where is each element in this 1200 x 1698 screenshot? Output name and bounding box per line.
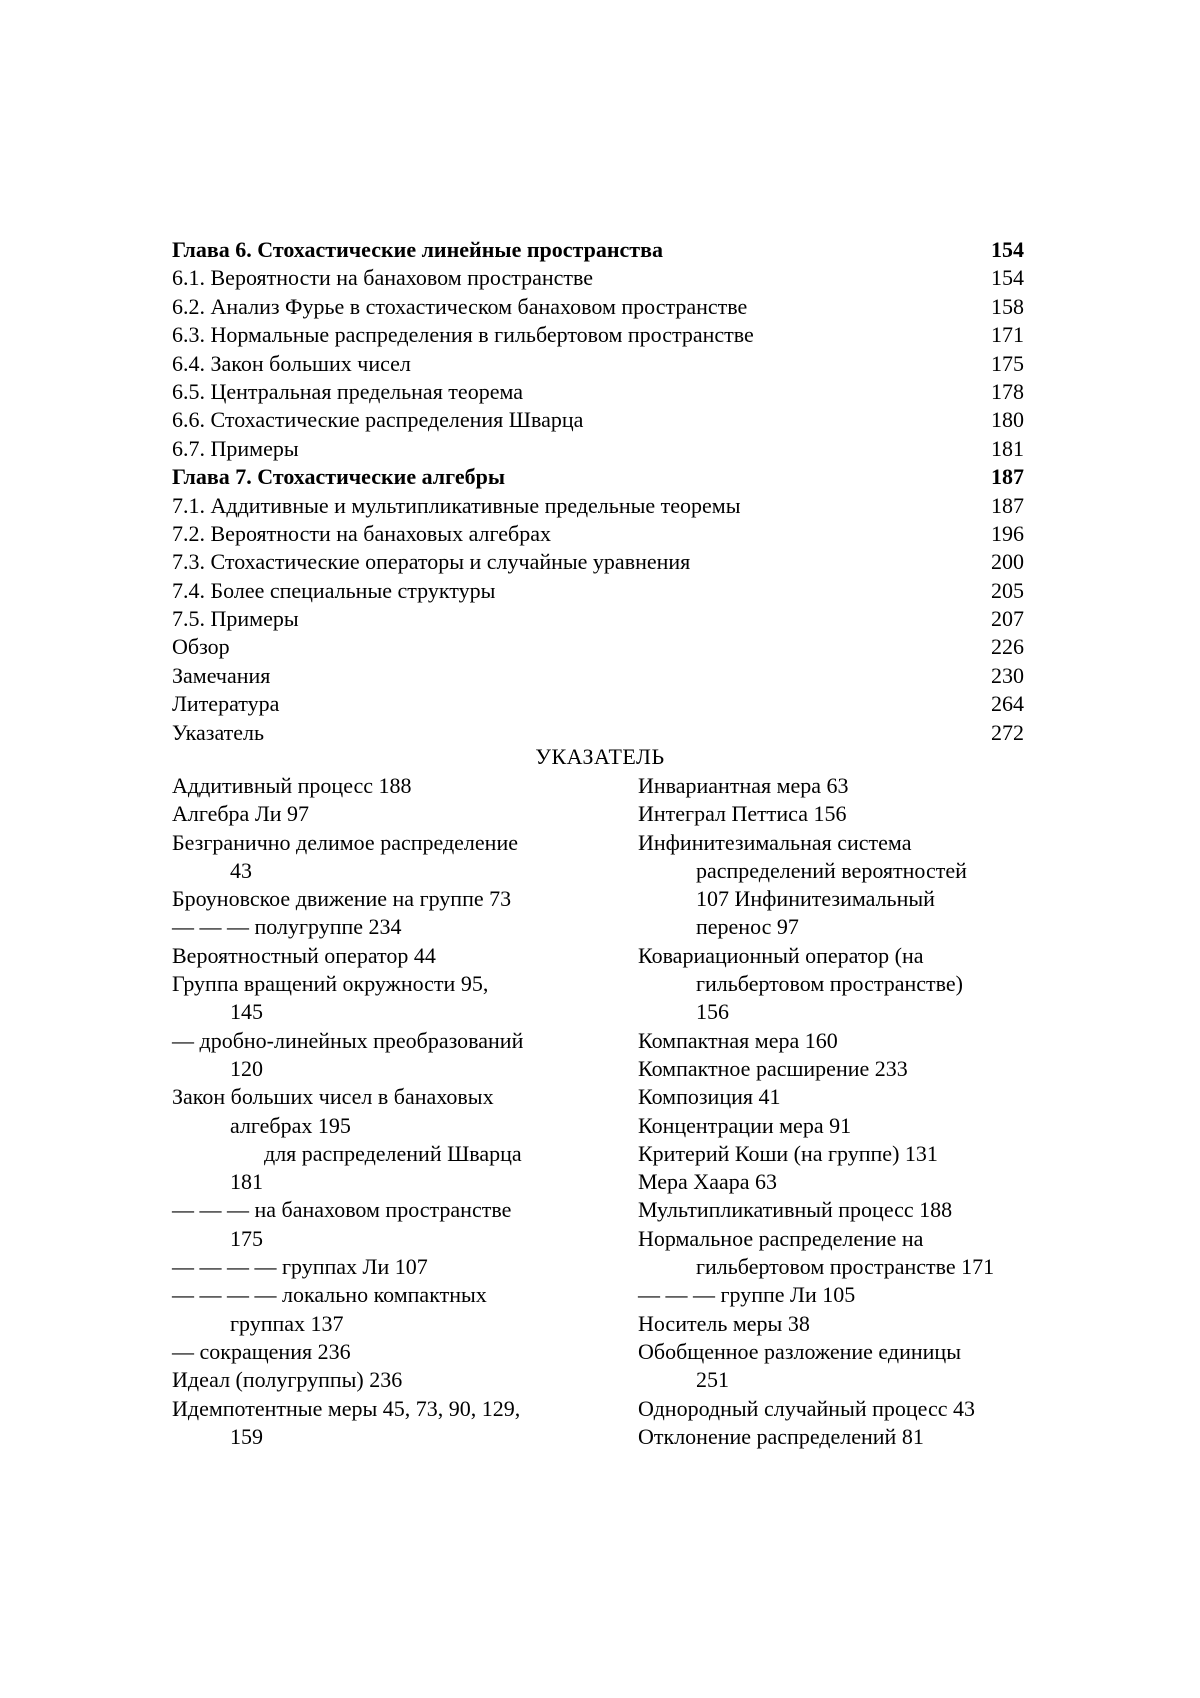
toc-section-row [172,264,1024,292]
index-entry: — дробно-линейных преобразований [172,1027,524,1053]
toc-entry-page: 196 [991,520,1024,546]
index-entry: Интеграл Петтиса 156 [638,801,847,827]
toc-chapter-row [172,463,1024,491]
toc-entry-page: 171 [991,322,1024,348]
toc-entry-page: 180 [991,407,1024,433]
toc-section-row [172,406,1024,434]
index-entry: — — — полугруппе 234 [172,914,402,940]
index-entry: Обобщенное разложение единицы [638,1338,961,1364]
toc-entry-page: 205 [991,577,1024,603]
toc-section-row [172,520,1024,548]
index-entry: Однородный случайный процесс 43 [638,1395,976,1421]
toc-entry-page: 264 [991,691,1024,717]
toc-chapter-row [172,236,1024,264]
toc-entry-page: 207 [991,606,1024,632]
index-entry: Алгебра Ли 97 [172,801,310,827]
index-entry: гильбертовом пространстве 171 [696,1254,995,1280]
toc-entry-title: 6.1. Вероятности на банаховом пространстве [172,265,594,291]
toc-entry-title: 6.3. Нормальные распределения в гильбертовом пространстве [172,322,754,348]
toc-entry-page: 272 [991,719,1024,745]
index-entry: группах 137 [230,1310,344,1336]
index-entry: Критерий Коши (на группе) 131 [638,1140,938,1166]
toc-entry-title: Указатель [172,719,265,745]
toc-entry-page: 158 [991,293,1024,319]
toc-entry-page: 181 [991,435,1024,461]
toc-entry-page: 187 [991,492,1024,518]
index-entry: распределений вероятностей [696,857,967,883]
toc-entry-page: 154 [991,265,1024,291]
index-entry: Нормальное распределение на [638,1225,924,1251]
index-entry: Броуновское движение на группе 73 [172,886,512,912]
index-entry: 251 [696,1367,729,1393]
toc-section-row [172,435,1024,463]
index-entry: — — — группе Ли 105 [638,1282,856,1308]
index-entry: — сокращения 236 [172,1338,351,1364]
index-entry: 43 [230,857,252,883]
toc-section-row [172,378,1024,406]
index-entry: 175 [230,1225,263,1251]
index-entry: Мера Хаара 63 [638,1169,777,1195]
toc-entry-title: 7.4. Более специальные структуры [172,577,496,603]
toc-section-row [172,293,1024,321]
toc-entry-title: Глава 6. Стохастические линейные пространства [172,237,663,262]
toc-entry-page: 200 [991,549,1024,575]
index-entry: — — — на банаховом пространстве [172,1197,512,1223]
toc-entry-title: 7.5. Примеры [172,606,299,632]
index-entry: 181 [230,1169,263,1195]
toc-entry-page: 226 [991,634,1024,660]
toc-entry-title: 6.5. Центральная предельная теорема [172,378,523,404]
table-of-contents [172,236,1024,747]
toc-entry-page: 154 [991,237,1024,262]
toc-section-row [172,577,1024,605]
toc-section-row [172,492,1024,520]
toc-entry-page: 230 [991,662,1024,688]
index-entry: Группа вращений окружности 95, [172,971,489,997]
index-column-left [172,772,612,1451]
index-entry: Безгранично делимое распределение [172,829,518,855]
index-entry: алгебрах 195 [230,1112,351,1138]
index-entry: перенос 97 [696,914,799,940]
index-entry: Инфинитезимальная система [638,829,912,855]
index-column-right [638,772,1038,1451]
index-entry: — — — — локально компактных [172,1282,487,1308]
toc-entry-title: 6.6. Стохастические распределения Шварца [172,407,584,433]
index-entry: Компактное расширение 233 [638,1055,908,1081]
toc-entry-page: 187 [991,464,1024,490]
index-entry: гильбертовом пространстве) [696,971,963,997]
toc-entry-page: 175 [991,350,1024,376]
index-entry: для распределений Шварца [264,1140,522,1166]
toc-entry-title: 7.3. Стохастические операторы и случайные уравнения [172,549,691,575]
toc-entry-title: Обзор [172,634,230,660]
toc-section-row [172,350,1024,378]
toc-entry-title: 6.7. Примеры [172,435,299,461]
index-entry: Аддитивный процесс 188 [172,773,412,798]
index-entry: Вероятностный оператор 44 [172,942,436,968]
toc-section-row [172,633,1024,661]
index-entry: 156 [696,999,729,1025]
index-entry: Идеал (полугруппы) 236 [172,1367,403,1393]
toc-entry-title: Замечания [172,662,271,688]
index-entry: Отклонение распределений 81 [638,1423,924,1449]
index-entry: Ковариационный оператор (на [638,942,924,968]
index-entry: Мультипликативный процесс 188 [638,1197,953,1223]
toc-section-row [172,605,1024,633]
toc-section-row [172,321,1024,349]
index-heading: УКАЗАТЕЛЬ [535,744,665,769]
toc-section-row [172,690,1024,718]
index-entry: Инвариантная мера 63 [638,773,849,798]
toc-section-row [172,662,1024,690]
toc-entry-title: 7.1. Аддитивные и мультипликативные предельные теоремы [172,492,741,518]
index-entry: 120 [230,1055,263,1081]
toc-entry-title: Глава 7. Стохастические алгебры [172,464,505,490]
index-entry: Концентрации мера 91 [638,1112,852,1138]
index-entry: 107 Инфинитезимальный [696,886,935,912]
index-entry: Носитель меры 38 [638,1310,810,1336]
index-entry: Композиция 41 [638,1084,781,1110]
toc-entry-title: 6.4. Закон больших чисел [172,350,411,376]
index-entry: Закон больших чисел в банаховых [172,1084,494,1110]
toc-entry-title: Литература [172,691,280,717]
index-entry: — — — — группах Ли 107 [172,1254,428,1280]
index-entry: Компактная мера 160 [638,1027,838,1053]
index-entry: 159 [230,1423,263,1449]
toc-entry-title: 6.2. Анализ Фурье в стохастическом банаховом пространстве [172,293,748,319]
toc-entry-title: 7.2. Вероятности на банаховых алгебрах [172,520,551,546]
toc-section-row [172,548,1024,576]
toc-entry-page: 178 [991,378,1024,404]
index-entry: Идемпотентные меры 45, 73, 90, 129, [172,1395,521,1421]
index-entry: 145 [230,999,263,1025]
